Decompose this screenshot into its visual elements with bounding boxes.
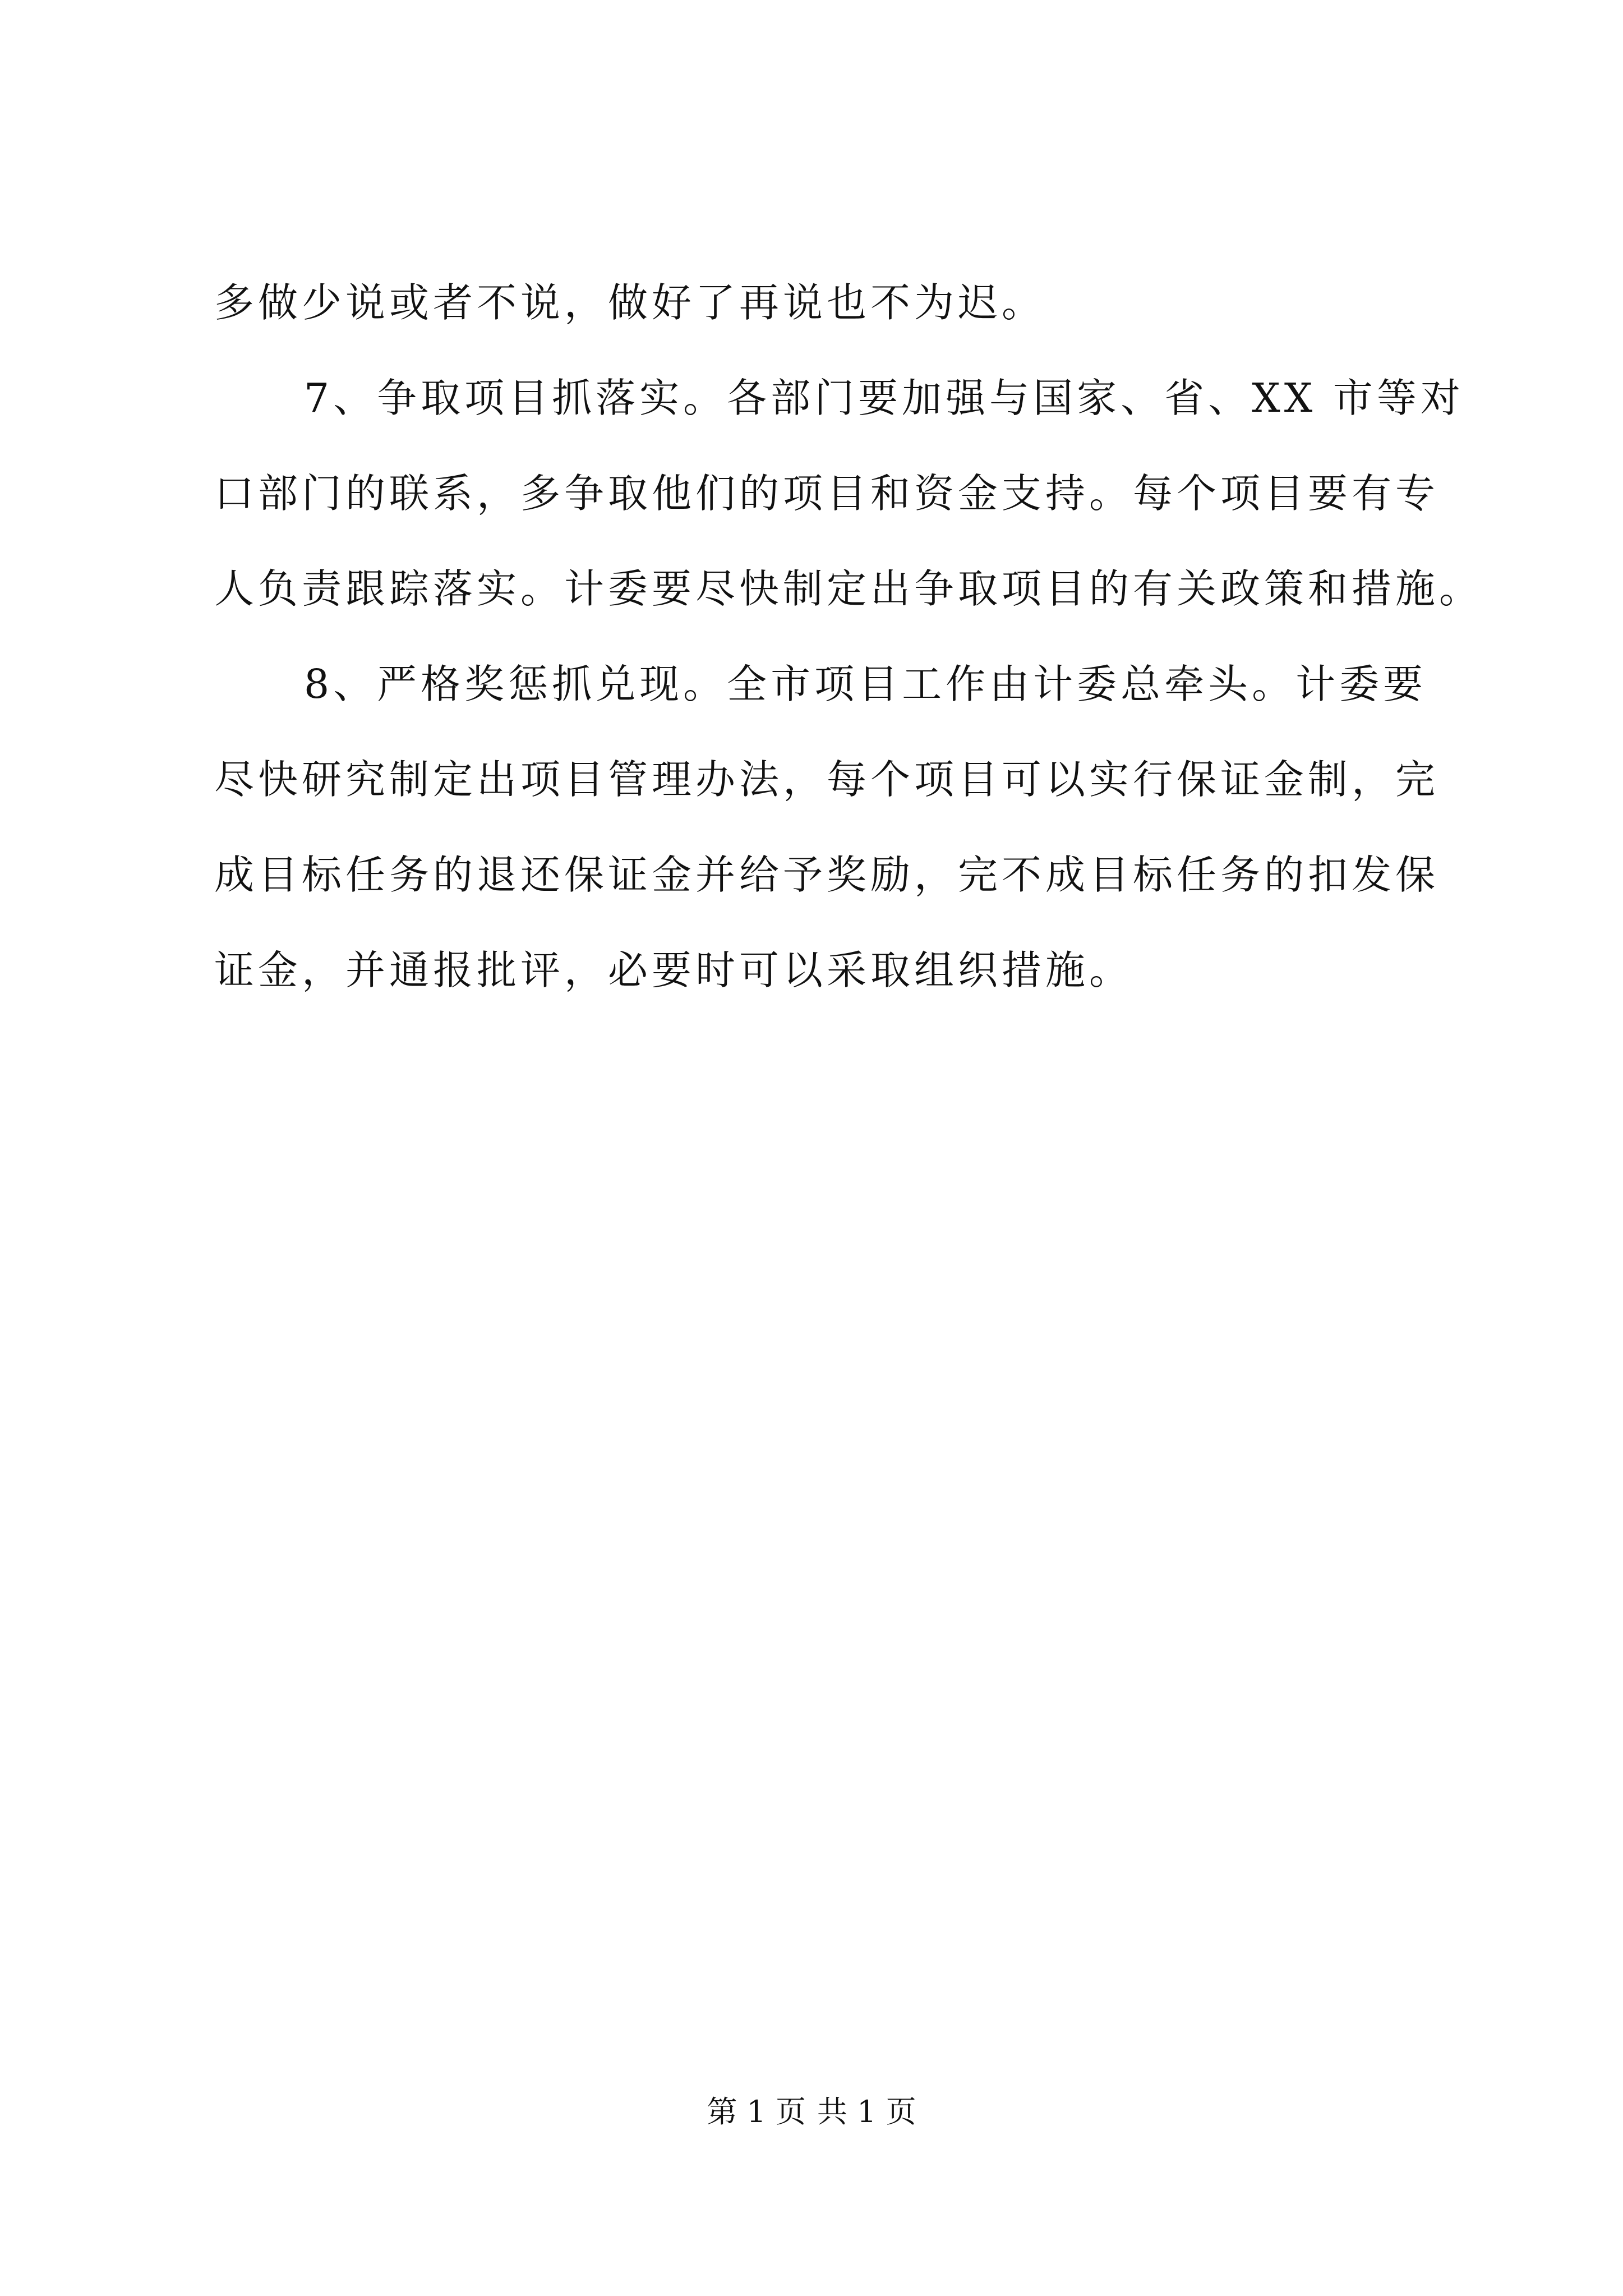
page-total: 共 1 页 [817,2094,916,2129]
paragraph-7-line-3: 人负责跟踪落实。计委要尽快制定出争取项目的有关政策和措施。 [214,565,1483,612]
paragraph-8-line-4: 证金，并通报批评，必要时可以采取组织措施。 [214,947,1133,993]
paragraph-8-line-1: 8、严格奖惩抓兑现。全市项目工作由计委总牵头。计委要 [304,661,1427,707]
paragraph-8-line-3: 成目标任务的退还保证金并给予奖励，完不成目标任务的扣发保 [214,852,1440,898]
page-footer [0,2090,1623,2134]
paragraph-7-line-1: 7、争取项目抓落实。各部门要加强与国家、省、XX 市等对 [304,375,1464,421]
paragraph-8-line-2: 尽快研究制定出项目管理办法，每个项目可以实行保证金制，完 [214,756,1440,803]
paragraph-7-line-2: 口部门的联系，多争取他们的项目和资金支持。每个项目要有专 [214,470,1440,517]
document-body [214,255,1483,1018]
page-number: 第 1 页 [707,2094,806,2129]
paragraph-line-continuation: 多做少说或者不说，做好了再说也不为迟。 [214,279,1046,326]
